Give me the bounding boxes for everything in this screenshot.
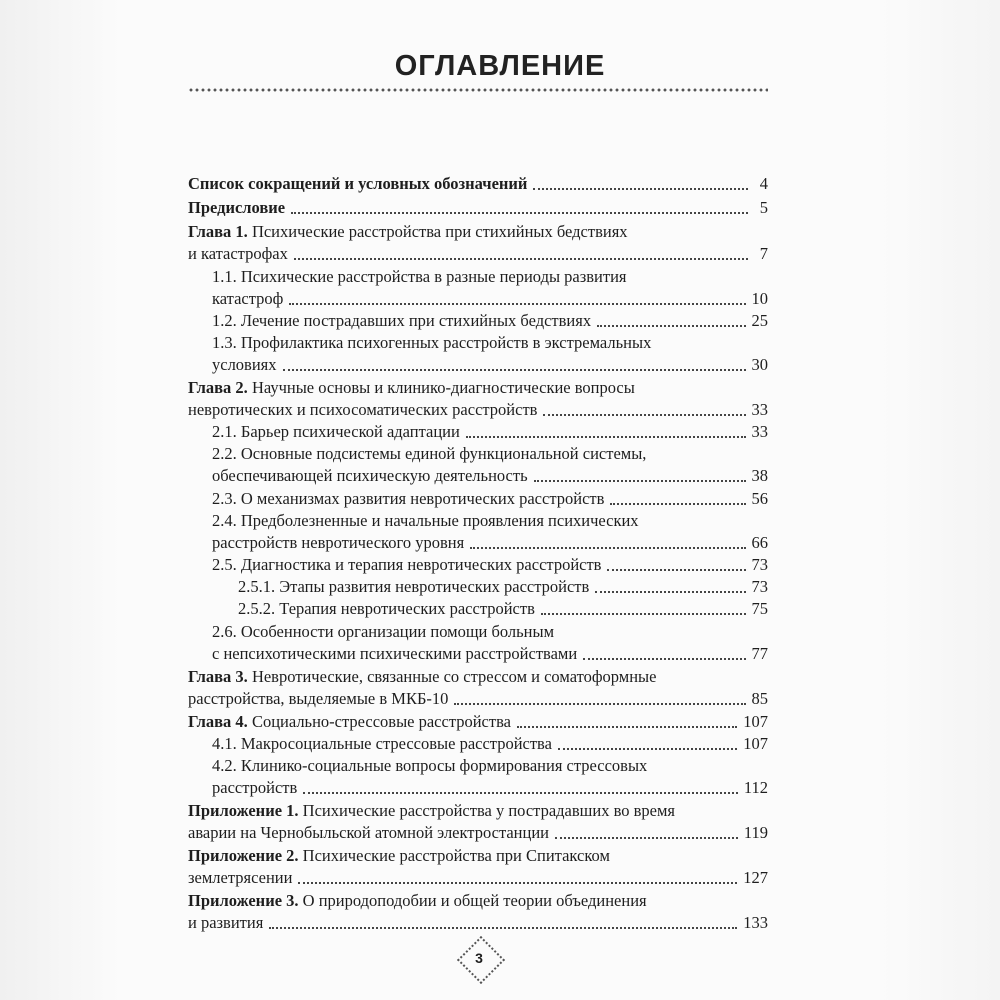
toc-entry-text: с непсихотическими психическими расстройствами: [212, 644, 578, 663]
toc-entry-line[interactable]: [212, 621, 554, 643]
toc-page-number: 33: [751, 400, 768, 419]
toc-page-number: 30: [751, 355, 768, 374]
toc-entry[interactable]: [212, 643, 768, 665]
toc-entry[interactable]: [188, 173, 768, 195]
leader-dots: [454, 703, 745, 705]
toc-entry[interactable]: [212, 288, 768, 310]
toc-entry-text: Психические расстройства при стихийных бедствиях: [247, 222, 628, 241]
toc-entry-text: Невротические, связанные со стрессом и соматоформные: [247, 667, 657, 686]
toc-entry-text: 2.1. Барьер психической адаптации: [212, 422, 460, 441]
leader-dots: [466, 436, 746, 438]
toc-entry-line[interactable]: [188, 377, 635, 399]
title-dotted-rule: [188, 88, 768, 92]
toc-entry-line[interactable]: [188, 845, 610, 867]
toc-entry-line[interactable]: [212, 266, 627, 288]
toc-entry-text: обеспечивающей психическую деятельность: [212, 466, 528, 485]
toc-entry[interactable]: [188, 867, 768, 889]
leader-dots: [558, 748, 737, 750]
toc-entry-text: 4.1. Макросоциальные стрессовые расстройства: [212, 734, 552, 753]
toc-entry-text: 1.1. Психические расстройства в разные периоды развития: [212, 267, 627, 286]
toc-entry-text: Социально-стрессовые расстройства: [247, 712, 511, 731]
leader-dots: [555, 837, 738, 839]
leader-dots: [595, 591, 745, 593]
toc-entry-bold: Приложение 2.: [188, 846, 299, 865]
toc-entry-text: 1.2. Лечение пострадавших при стихийных бедствиях: [212, 311, 592, 330]
toc-page-number: 5: [759, 198, 768, 217]
toc-entry-text: Психические расстройства у пострадавших во время: [298, 801, 676, 820]
toc-entry-bold: Глава 2.: [188, 378, 248, 397]
toc-page-number: 66: [751, 533, 768, 552]
toc-entry[interactable]: [212, 421, 768, 443]
leader-dots: [303, 792, 738, 794]
toc-entry-text: аварии на Чернобыльской атомной электростанции: [188, 823, 550, 842]
toc-entry[interactable]: [212, 554, 768, 576]
toc-entry-line[interactable]: [212, 755, 647, 777]
toc-entry-text: Научные основы и клинико-диагностические вопросы: [247, 378, 635, 397]
toc-entry-text: землетрясении: [188, 868, 293, 887]
toc-page-number: 127: [743, 868, 768, 887]
toc-entry-text: невротических и психосоматических расстройств: [188, 400, 538, 419]
toc-entry-text: расстройства, выделяемые в МКБ-10: [188, 689, 449, 708]
leader-dots: [269, 927, 737, 929]
page-number: 3: [475, 950, 483, 966]
toc-entry[interactable]: [188, 912, 768, 934]
toc-entry-bold: Приложение 3.: [188, 891, 299, 910]
toc-entry[interactable]: [212, 354, 768, 376]
toc-entry-text: 1.3. Профилактика психогенных расстройств в экстремальных: [212, 333, 652, 352]
toc-page-number: 10: [751, 289, 768, 308]
toc-entry-bold: Приложение 1.: [188, 801, 299, 820]
toc-entry-text: 2.4. Предболезненные и начальные проявления психических: [212, 511, 639, 530]
toc-page-number: 119: [743, 823, 768, 842]
toc-entry-text: О природоподобии и общей теории объединения: [298, 891, 647, 910]
toc-entry-bold: Глава 1.: [188, 222, 248, 241]
leader-dots: [610, 503, 745, 505]
toc-page-number: 56: [751, 489, 768, 508]
toc-entry-text: 2.3. О механизмах развития невротических расстройств: [212, 489, 605, 508]
toc-page-number: 4: [759, 174, 768, 193]
toc-page-number: 38: [751, 466, 768, 485]
toc-entry-line[interactable]: [188, 800, 675, 822]
toc-entry-text: 2.5.2. Терапия невротических расстройств: [238, 599, 535, 618]
toc-entry-text: расстройств: [212, 778, 298, 797]
toc-entry-line[interactable]: [188, 666, 656, 688]
toc-entry[interactable]: [188, 243, 768, 265]
toc-entry-bold: Список сокращений и условных обозначений: [188, 174, 528, 193]
leader-dots: [283, 369, 746, 371]
leader-dots: [289, 303, 745, 305]
toc-entry[interactable]: [212, 733, 768, 755]
page-footer: [446, 950, 510, 980]
toc-entry-text: 4.2. Клинико-социальные вопросы формирования стрессовых: [212, 756, 648, 775]
toc-page-number: 73: [751, 577, 768, 596]
toc-entry[interactable]: [238, 598, 768, 620]
leader-dots: [291, 212, 748, 214]
toc-entry-text: условиях: [212, 355, 277, 374]
toc-page-number: 112: [743, 778, 768, 797]
toc-entry-line[interactable]: [188, 221, 628, 243]
toc-entry-bold: Предисловие: [188, 198, 286, 217]
toc-entry-text: 2.5. Диагностика и терапия невротических расстройств: [212, 555, 602, 574]
toc-entry[interactable]: [188, 822, 768, 844]
leader-dots: [597, 325, 745, 327]
toc-page-number: 77: [751, 644, 768, 663]
toc-entry-line[interactable]: [212, 332, 651, 354]
leader-dots: [583, 658, 745, 660]
leader-dots: [298, 882, 737, 884]
toc-page-number: 107: [743, 712, 768, 731]
toc-entry[interactable]: [212, 310, 768, 332]
leader-dots: [533, 188, 748, 190]
toc-entry[interactable]: [188, 688, 768, 710]
toc-entry[interactable]: [212, 532, 768, 554]
toc-entry-bold: Глава 3.: [188, 667, 248, 686]
toc-page-number: 75: [751, 599, 768, 618]
leader-dots: [517, 726, 737, 728]
toc-entry-bold: Глава 4.: [188, 712, 248, 731]
toc-entry[interactable]: [212, 777, 768, 799]
toc-entry-text: расстройств невротического уровня: [212, 533, 465, 552]
toc-entry[interactable]: [188, 711, 768, 733]
toc-entry-line[interactable]: [212, 510, 639, 532]
leader-dots: [541, 613, 746, 615]
page-title: ОГЛАВЛЕНИЕ: [394, 50, 606, 82]
toc-entry-text: 2.6. Особенности организации помощи больным: [212, 622, 555, 641]
toc-entry-text: Психические расстройства при Спитакском: [298, 846, 610, 865]
leader-dots: [294, 258, 748, 260]
leader-dots: [543, 414, 745, 416]
toc-page-number: 33: [751, 422, 768, 441]
toc-page-number: 85: [751, 689, 768, 708]
toc-page-number: 73: [751, 555, 768, 574]
toc-page-number: 25: [751, 311, 768, 330]
toc-entry-text: и развития: [188, 913, 264, 932]
leader-dots: [534, 480, 746, 482]
toc-entry[interactable]: [238, 576, 768, 598]
toc-page-number: 107: [743, 734, 768, 753]
toc-entry-text: катастроф: [212, 289, 284, 308]
toc-page-number: 133: [743, 913, 768, 932]
toc-entry-text: 2.5.1. Этапы развития невротических расстройств: [238, 577, 590, 596]
toc-entry[interactable]: [212, 465, 768, 487]
leader-dots: [607, 569, 745, 571]
toc-entry[interactable]: [188, 399, 768, 421]
toc-entry-line[interactable]: [212, 443, 646, 465]
toc-entry-line[interactable]: [188, 890, 647, 912]
leader-dots: [470, 547, 745, 549]
toc-entry-text: и катастрофах: [188, 244, 288, 263]
toc-page-number: 7: [759, 244, 768, 263]
toc-entry[interactable]: [212, 488, 768, 510]
toc-entry-text: 2.2. Основные подсистемы единой функциональной системы,: [212, 444, 647, 463]
toc-entry[interactable]: [188, 197, 768, 219]
